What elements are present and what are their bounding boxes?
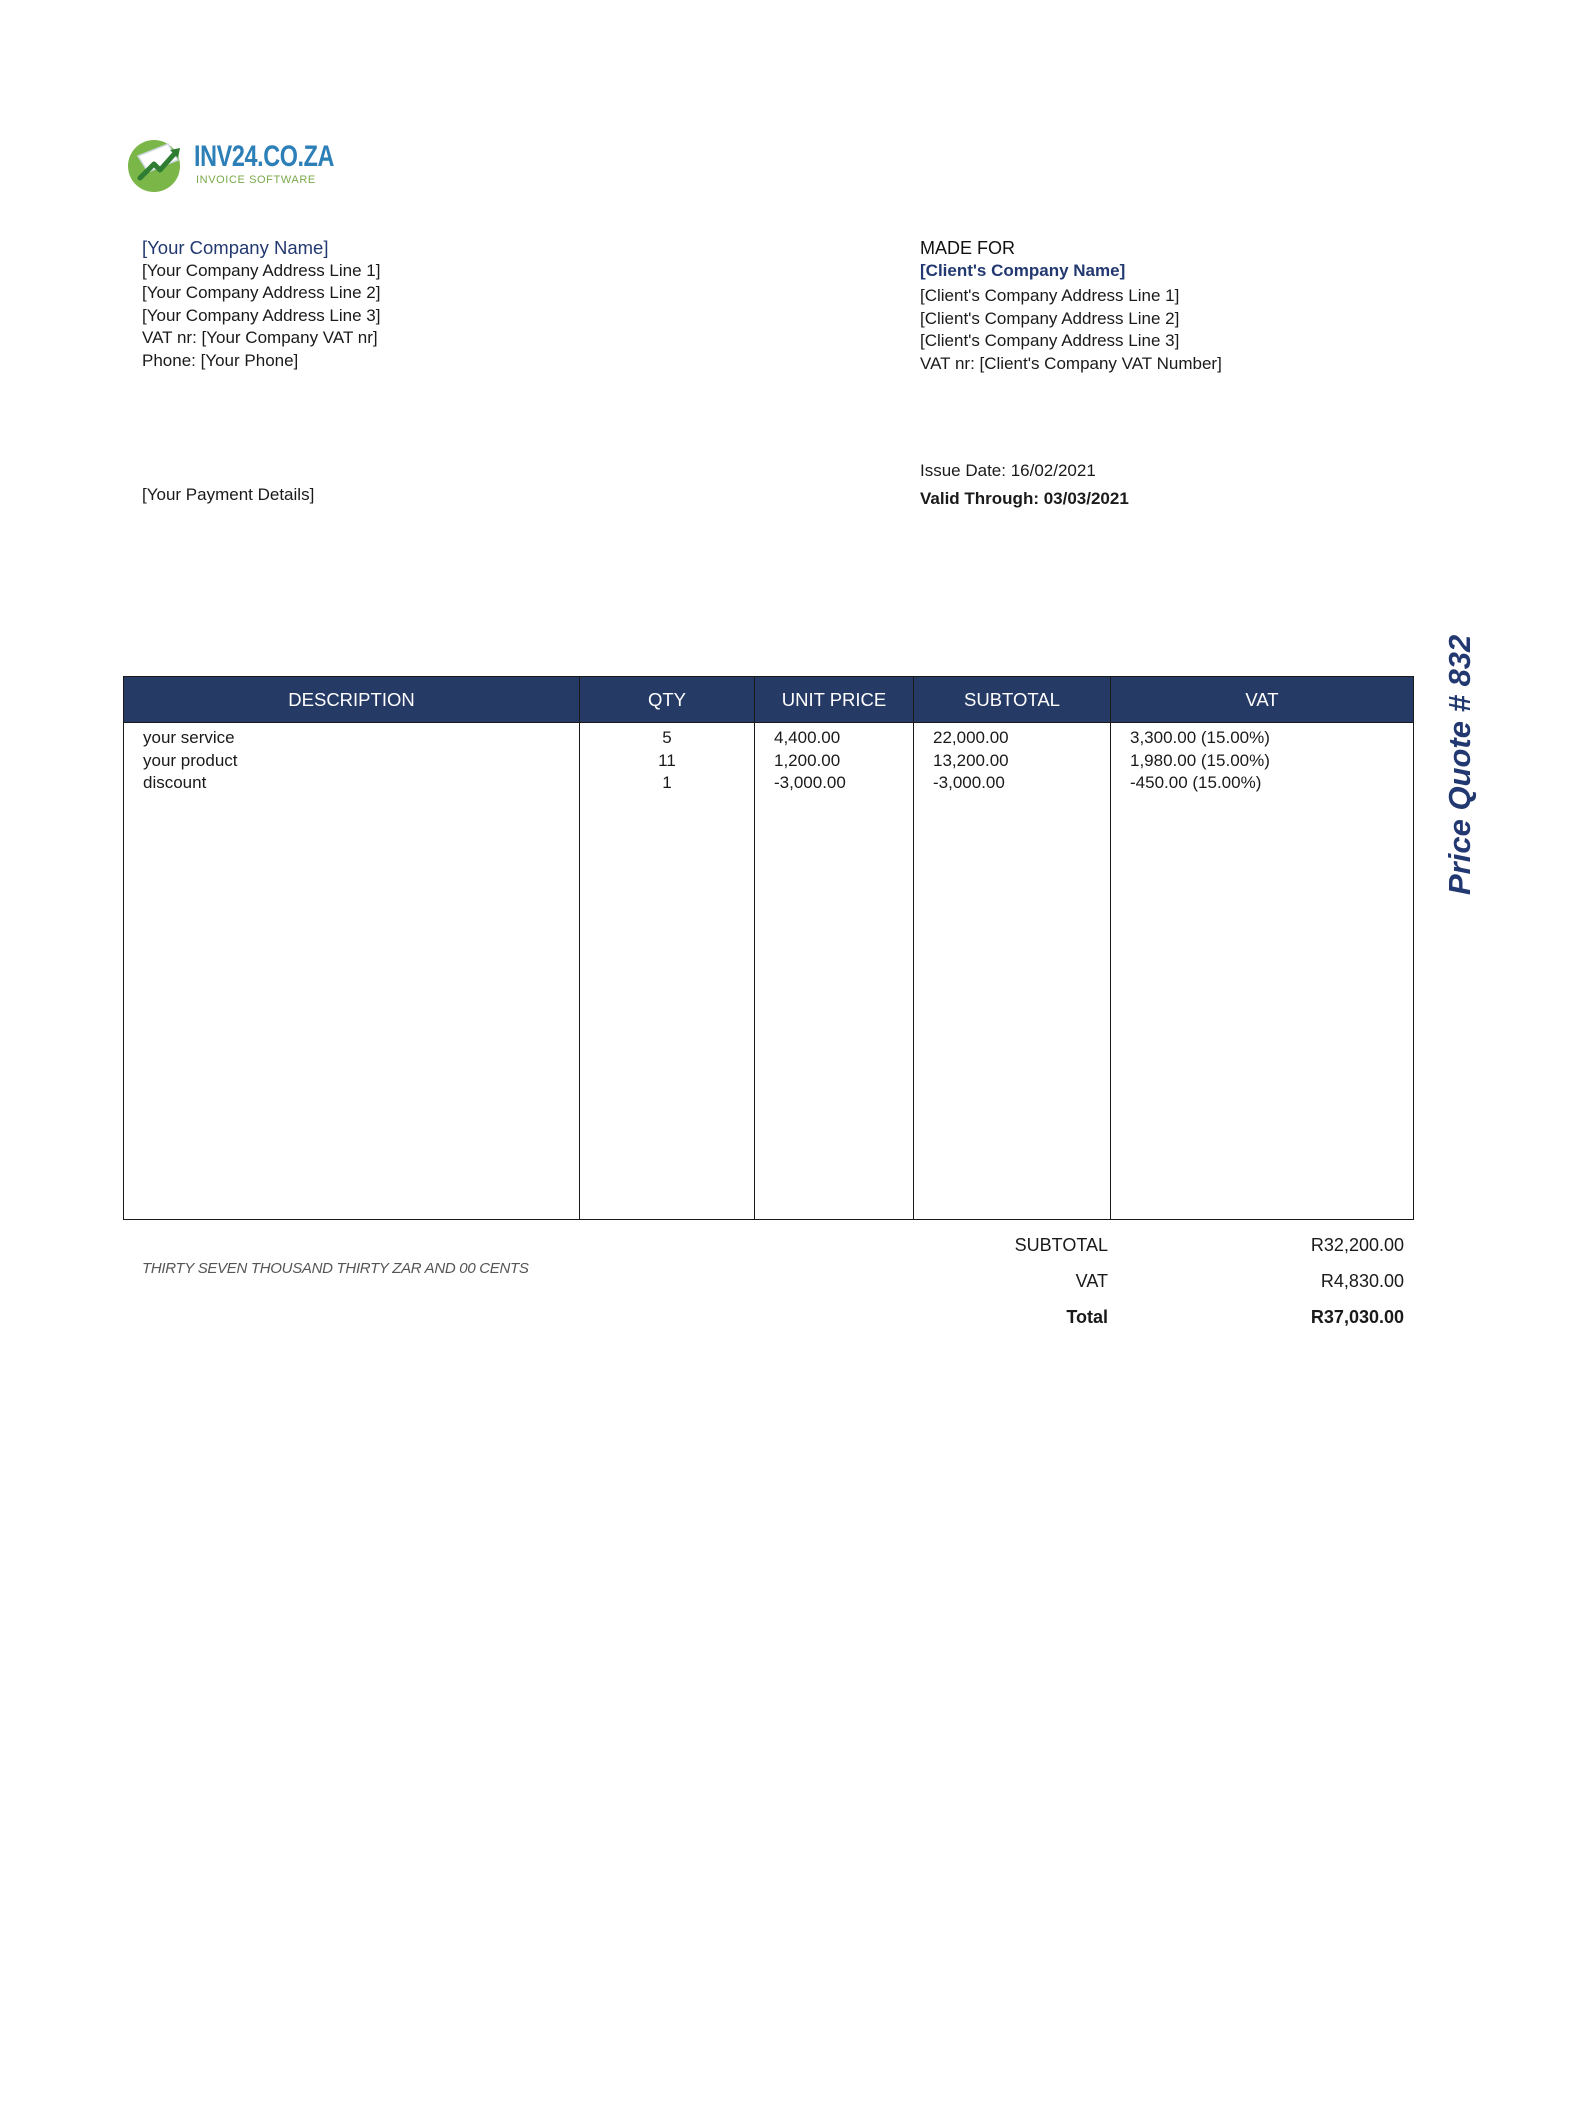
client-vat: VAT nr: [Client's Company VAT Number] xyxy=(920,353,1222,373)
items-table xyxy=(123,676,1414,1220)
cell-subtotal: 22,000.00 xyxy=(914,723,1111,750)
cell-description: your service xyxy=(124,723,580,750)
sender-address-line-2: [Your Company Address Line 2] xyxy=(142,283,381,302)
empty-cell xyxy=(1111,795,1414,1220)
empty-cell xyxy=(914,795,1111,1220)
subtotal-label: SUBTOTAL xyxy=(1014,1234,1108,1255)
made-for-heading: MADE FOR xyxy=(920,238,1016,258)
cell-qty: 11 xyxy=(580,750,755,773)
client-company-name: [Client's Company Name] xyxy=(920,260,1126,280)
table-row xyxy=(124,750,1414,773)
payment-details: [Your Payment Details] xyxy=(142,485,315,504)
cell-unit-price: -3,000.00 xyxy=(755,772,914,795)
cell-qty: 1 xyxy=(580,772,755,795)
dates-block xyxy=(920,457,1129,513)
table-header-row xyxy=(124,677,1414,723)
sender-address-line-1: [Your Company Address Line 1] xyxy=(142,260,381,280)
cell-subtotal: 13,200.00 xyxy=(914,750,1111,773)
cell-subtotal: -3,000.00 xyxy=(914,772,1111,795)
cell-vat: 3,300.00 (15.00%) xyxy=(1111,723,1414,750)
vat-row xyxy=(960,1263,1404,1299)
sender-phone: Phone: [Your Phone] xyxy=(142,350,299,370)
total-row xyxy=(960,1299,1404,1335)
subtotal-value: R32,200.00 xyxy=(1310,1234,1404,1255)
cell-description: your product xyxy=(124,750,580,773)
logo-icon xyxy=(124,134,188,194)
client-block xyxy=(920,237,1222,375)
cell-description: discount xyxy=(124,772,580,795)
cell-qty: 5 xyxy=(580,723,755,750)
table-row xyxy=(124,772,1414,795)
sender-company-name: [Your Company Name] xyxy=(142,237,329,258)
totals-block xyxy=(960,1227,1404,1335)
cell-unit-price: 4,400.00 xyxy=(755,723,914,750)
header-subtotal: SUBTOTAL xyxy=(914,677,1111,723)
client-address-line-1: [Client's Company Address Line 1] xyxy=(920,286,1180,305)
company-logo xyxy=(124,134,335,194)
total-label: Total xyxy=(1066,1306,1108,1327)
table-empty-space xyxy=(124,795,1414,1220)
valid-through-date: Valid Through: 03/03/2021 xyxy=(920,489,1129,508)
sender-block xyxy=(142,237,380,372)
table-row xyxy=(124,723,1414,750)
empty-cell xyxy=(755,795,914,1220)
header-unit-price: UNIT PRICE xyxy=(755,677,914,723)
vat-value: R4,830.00 xyxy=(1320,1270,1404,1291)
document-title: Price Quote # 832 xyxy=(1442,634,1477,895)
vat-label: VAT xyxy=(1075,1270,1108,1291)
amount-in-words: THIRTY SEVEN THOUSAND THIRTY ZAR AND 00 CENTS xyxy=(142,1260,529,1277)
cell-unit-price: 1,200.00 xyxy=(755,750,914,773)
header-description: DESCRIPTION xyxy=(124,677,580,723)
empty-cell xyxy=(580,795,755,1220)
client-address-line-3: [Client's Company Address Line 3] xyxy=(920,331,1180,350)
logo-subtitle: INVOICE SOFTWARE xyxy=(196,174,316,186)
sender-address-line-3: [Your Company Address Line 3] xyxy=(142,305,381,325)
subtotal-row xyxy=(960,1227,1404,1263)
logo-text: INV24.CO.ZA xyxy=(194,140,335,173)
cell-vat: -450.00 (15.00%) xyxy=(1111,772,1414,795)
header-qty: QTY xyxy=(580,677,755,723)
total-value: R37,030.00 xyxy=(1310,1306,1404,1327)
client-address-line-2: [Client's Company Address Line 2] xyxy=(920,308,1180,328)
issue-date: Issue Date: 16/02/2021 xyxy=(920,461,1096,480)
empty-cell xyxy=(124,795,580,1220)
header-vat: VAT xyxy=(1111,677,1414,723)
sender-vat: VAT nr: [Your Company VAT nr] xyxy=(142,328,378,347)
cell-vat: 1,980.00 (15.00%) xyxy=(1111,750,1414,773)
